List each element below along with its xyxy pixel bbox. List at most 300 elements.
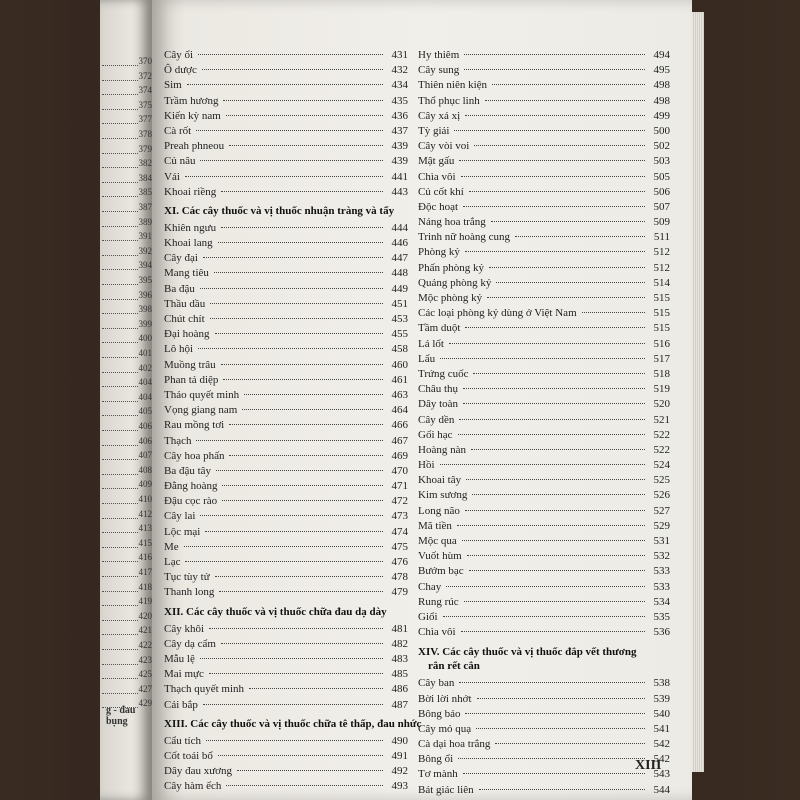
left-page-row [100,582,152,596]
toc-entry [164,251,408,266]
toc-entry-label: Náng hoa trắng [418,216,486,229]
toc-entry-label: Khoai riềng [164,185,217,198]
toc-entry-label: Cây khôi [164,622,205,635]
left-page-number: 406 [138,421,152,431]
left-page-row [100,698,152,712]
toc-entry [164,109,408,124]
toc-entry [418,458,670,473]
toc-entry-label: Thiên niên kiện [418,79,488,92]
dot-leader [582,312,645,313]
left-page-number: 375 [138,99,152,110]
toc-entry-page: 449 [391,282,408,295]
toc-entry-page: 520 [653,398,670,411]
section-heading: XI. Các cây thuốc và vị thuốc nhuận tràng và tẩy [164,204,395,217]
toc-entry-label: Cà dại hoa trắng [418,738,491,751]
toc-entry [418,488,670,503]
toc-entry-page: 491 [391,749,408,762]
toc-entry [164,449,408,464]
left-page-number: 419 [138,596,152,607]
toc-entry-label: Bông báo [418,707,461,720]
toc-entry-page: 517 [653,352,670,365]
toc-entry-page: 448 [391,267,408,280]
dot-leader [102,459,138,460]
toc-entry-label: Dây đau xương [164,765,232,778]
toc-entry [418,337,670,352]
toc-entry [164,170,408,185]
left-page-number: 374 [138,85,152,96]
toc-entry-label: Cà rốt [164,124,192,137]
toc-entry [418,564,670,579]
toc-entry-label: Lá lốt [418,337,444,350]
dot-leader [219,591,383,592]
toc-column-left [164,48,422,794]
dot-leader [102,109,138,110]
section-heading: XIII. Các cây thuốc và vị thuốc chữa tê thấp, đau nhức [164,717,422,730]
toc-entry [164,221,408,236]
toc-entry [418,261,670,276]
dot-leader [465,327,645,328]
toc-entry [418,692,670,707]
toc-entry-label: Kim sương [418,489,468,502]
left-page-number: 415 [138,537,152,548]
left-page-row [100,436,152,450]
dot-leader [185,561,383,562]
toc-entry-page: 485 [391,668,408,681]
left-page-row [100,538,152,552]
left-page-number: 423 [138,654,152,665]
toc-entry-page: 479 [391,586,408,599]
toc-entry-page: 505 [653,170,670,183]
toc-entry-label: Củ nâu [164,155,196,168]
toc-entry-page: 536 [653,626,670,639]
toc-entry-label: Bát giác liên [418,783,474,796]
toc-entry-label: Chay [418,580,442,593]
toc-entry-page: 502 [653,140,670,153]
left-page-number: 404 [138,391,152,402]
page-number: XIII [635,758,662,773]
toc-entry [164,388,408,403]
toc-entry-page: 466 [391,419,408,432]
dot-leader [459,682,645,683]
toc-entry-page: 529 [653,519,670,532]
toc-entry [164,585,408,600]
toc-entry-label: Mang tiêu [164,267,209,280]
dot-leader [463,773,645,774]
toc-entry-page: 482 [391,637,408,650]
toc-entry-label: Ô dược [164,64,197,77]
toc-entry-page: 542 [653,753,670,766]
dot-leader [467,555,645,556]
left-page-row [100,246,152,260]
dot-leader [459,160,645,161]
toc-entry-page: 526 [653,489,670,502]
toc-entry [164,297,408,312]
toc-entry [418,595,670,610]
toc-entry [418,230,670,245]
dot-leader [454,130,645,131]
left-page-row [100,217,152,231]
toc-entry [164,266,408,281]
toc-entry-label: Hy thiêm [418,49,460,61]
toc-entry-label: Vuốt hùm [418,550,462,563]
dot-leader [198,348,383,349]
toc-entry [164,555,408,570]
left-page-number: 429 [138,698,152,709]
toc-entry-page: 472 [391,495,408,508]
toc-entry [164,78,408,93]
dot-leader [458,434,645,435]
left-page-number: 378 [138,129,152,139]
dot-leader [461,176,645,177]
toc-entry [418,306,670,321]
dot-leader [461,631,645,632]
toc-entry-page: 478 [391,571,408,584]
dot-leader [102,649,138,650]
toc-entry-page: 443 [391,185,408,198]
dot-leader [237,770,383,771]
toc-entry-page: 525 [653,474,670,487]
left-page-row [100,611,152,625]
dot-leader [198,54,383,55]
toc-entry-page: 455 [391,328,408,341]
toc-entry [164,327,408,342]
toc-entry [418,534,670,549]
toc-entry-label: Thanh long [164,586,215,599]
dot-leader [196,440,383,441]
toc-entry-label: Cây vòi voi [418,140,470,153]
toc-entry [164,94,408,109]
toc-entry [164,637,408,652]
left-page-row [100,348,152,362]
left-page-row [100,684,152,698]
dot-leader [229,145,383,146]
toc-entry-page: 542 [653,738,670,751]
left-page-number: 402 [138,362,152,373]
toc-entry-page: 514 [653,276,670,289]
dot-leader [187,84,383,85]
toc-entry-page: 476 [391,556,408,568]
dot-leader [102,94,138,95]
left-page-number: 421 [138,625,152,636]
dot-leader [221,227,383,228]
left-page-number: 418 [138,581,152,592]
left-page-number: 387 [138,202,152,212]
toc-entry-page: 439 [391,140,408,153]
left-page-row [100,596,152,610]
dot-leader [102,415,138,416]
dot-leader [443,616,645,617]
toc-entry-page: 475 [391,540,408,553]
toc-entry [418,215,670,230]
toc-column-right [418,48,670,798]
toc-entry-page: 444 [391,221,408,234]
dot-leader [102,138,138,139]
toc-entry-page: 539 [653,692,670,705]
dot-leader [465,713,645,714]
left-page-number: 382 [138,158,152,169]
left-page-number: 407 [138,450,152,461]
toc-entry [418,245,670,260]
dot-leader [206,740,383,741]
toc-entry [164,185,408,200]
toc-entry-label: Thạch [164,434,192,447]
toc-entry [164,403,408,418]
toc-entry-page: 453 [391,313,408,325]
section-heading [418,640,670,676]
toc-entry-page: 515 [653,322,670,335]
dot-leader [102,386,138,387]
left-page-number: 416 [138,552,152,563]
dot-leader [221,643,383,644]
dot-leader [471,449,645,450]
toc-entry [164,540,408,555]
toc-entry-label: Cây hoa phấn [164,449,225,462]
left-page-row [100,187,152,201]
left-page-row [100,567,152,581]
toc-entry-label: Chút chít [164,313,205,325]
dot-leader [477,698,645,699]
toc-entry-label: Lô hội [164,343,194,356]
toc-entry [418,352,670,367]
toc-entry-page: 498 [653,79,670,92]
dot-leader [216,470,383,471]
left-page-row [100,640,152,654]
left-page-row [100,202,152,216]
toc-entry [418,625,670,640]
toc-entry-page: 467 [391,434,408,447]
toc-entry [164,312,408,327]
toc-entry-label: Cây dền [418,413,455,426]
toc-entry-page: 535 [653,610,670,623]
toc-entry-label: Thảo quyết minh [164,388,240,401]
toc-entry-page: 532 [653,550,670,563]
toc-entry-page: 500 [653,124,670,137]
toc-entry-page: 506 [653,185,670,198]
toc-entry-page: 435 [391,94,408,107]
toc-entry [418,737,670,752]
toc-entry-label: Trứng cuốc [418,367,469,380]
toc-entry [418,580,670,595]
toc-entry-label: Khoai lang [164,237,213,250]
toc-entry [164,779,408,794]
toc-entry-label: Bướm bạc [418,565,464,578]
left-page-number: 384 [138,172,152,183]
toc-entry [164,682,408,697]
toc-entry-page: 458 [391,343,408,356]
toc-entry-label: Phan tả diệp [164,373,219,386]
toc-entry-label: Khoai tây [418,474,462,487]
dot-leader [469,570,645,571]
toc-entry-label: Cải bắp [164,698,198,711]
left-page-row [100,552,152,566]
dot-leader [496,282,645,283]
dot-leader [102,678,138,679]
toc-entry-page: 503 [653,155,670,168]
dot-leader [459,419,645,420]
toc-entry-page: 533 [653,580,670,593]
left-page-row [100,304,152,318]
left-page-row [100,231,152,245]
toc-entry [418,139,670,154]
dot-leader [102,153,138,154]
toc-entry-label: Mã tiền [418,519,452,532]
dot-leader [102,430,138,431]
left-page-number: 400 [138,333,152,344]
toc-entry-page: 473 [391,510,408,523]
toc-entry-page: 469 [391,449,408,462]
page-stack-edge [690,12,704,772]
toc-entry-page: 518 [653,367,670,380]
left-page-number: 391 [138,231,152,242]
toc-entry-label: Lộc mại [164,525,201,538]
toc-entry-page: 439 [391,155,408,168]
section-heading-line: XIV. Các cây thuốc và vị thuốc đắp vết thương [418,646,637,659]
toc-entry-label: Mẫu lệ [164,652,195,665]
dot-leader [102,65,138,66]
dot-leader [473,373,645,374]
toc-entry [418,109,670,124]
section-heading: XII. Các cây thuốc và vị thuốc chữa đau dạ dày [164,605,387,618]
toc-entry-page: 515 [653,307,670,320]
dot-leader [200,288,383,289]
toc-entry-label: Tỳ giải [418,124,450,137]
toc-entry [418,200,670,215]
dot-leader [102,532,138,533]
dot-leader [210,318,383,319]
dot-leader [218,755,383,756]
dot-leader [446,586,645,587]
dot-leader [102,123,138,124]
toc-entry-page: 544 [653,783,670,796]
toc-entry-page: 437 [391,124,408,137]
left-page-number: 396 [138,289,152,300]
toc-entry-label: Đại hoàng [164,328,210,341]
toc-entry-page: 490 [391,734,408,747]
dot-leader [203,704,383,705]
dot-leader [463,403,645,404]
toc-entry-label: Các loại phòng kỷ dùng ở Việt Nam [418,307,577,320]
left-page-number: 394 [138,260,152,271]
left-page-number: 422 [138,640,152,650]
toc-entry-label: Cây ổi [164,49,194,61]
toc-entry-label: Hồi [418,459,435,472]
toc-entry-label: Tơ mành [418,768,458,781]
dot-leader [472,494,645,495]
left-page-number: 417 [138,567,152,577]
toc-entry-label: Khiên ngưu [164,221,217,234]
toc-entry-page: 534 [653,595,670,608]
toc-entry [418,94,670,109]
toc-page [152,0,692,800]
dot-leader [457,525,645,526]
toc-entry-label: Ba đậu tây [164,464,212,477]
left-page-row [100,290,152,304]
toc-entry-label: Cẩu tích [164,734,201,747]
dot-leader [102,620,138,621]
dot-leader [491,221,645,222]
toc-entry-page: 474 [391,525,408,538]
toc-entry-label: Gối hạc [418,428,453,441]
toc-entry-page: 531 [653,535,670,547]
toc-entry [164,236,408,251]
left-page-fragment: g - đau bụng [106,705,136,727]
toc-entry [164,63,408,78]
toc-entry [418,78,670,93]
dot-leader [229,455,383,456]
toc-entry-page: 463 [391,388,408,401]
dot-leader [469,191,645,192]
toc-entry-label: Cây đại [164,252,198,265]
toc-entry-label: Mai mực [164,668,204,681]
dot-leader [487,297,645,298]
toc-entry-label: Chìa vôi [418,626,456,639]
toc-entry-label: Cây xá xị [418,109,461,122]
toc-entry-label: Tục tùy tử [164,571,210,584]
dot-leader [209,673,383,674]
toc-entry [418,676,670,691]
toc-entry-page: 495 [653,64,670,77]
dot-leader [102,255,138,256]
toc-entry [418,473,670,488]
dot-leader [202,69,383,70]
dot-leader [223,100,383,101]
toc-entry-label: Tầm duột [418,322,461,335]
toc-entry-page: 447 [391,252,408,265]
toc-entry-page: 524 [653,459,670,472]
dot-leader [102,226,138,227]
dot-leader [210,303,383,304]
dot-leader [102,313,138,314]
toc-entry-label: Cây sung [418,64,460,77]
dot-leader [185,176,383,177]
toc-entry-label: Cây lai [164,510,196,523]
toc-entry-page: 509 [653,216,670,229]
left-page-row [100,319,152,333]
left-page-row [100,129,152,143]
toc-entry [164,418,408,433]
toc-entry-label: Long não [418,504,460,517]
toc-entry-label: Vọng giang nam [164,404,238,417]
dot-leader [102,299,138,300]
toc-entry-page: 483 [391,652,408,665]
left-page-row [100,479,152,493]
left-page-row [100,494,152,508]
dot-leader [102,328,138,329]
dot-leader [102,576,138,577]
dot-leader [476,728,645,729]
toc-entry-label: Mộc qua [418,535,457,547]
toc-entry-page: 487 [391,698,408,711]
dot-leader [249,688,383,689]
dot-leader [102,693,138,694]
left-page-number: 427 [138,683,152,694]
dot-leader [102,591,138,592]
toc-entry-label: Thổ phục linh [418,94,480,107]
toc-entry-label: Me [164,540,179,553]
toc-entry-page: 511 [653,231,670,244]
left-page-number: 410 [138,494,152,504]
left-page-number: 412 [138,508,152,519]
dot-leader [102,634,138,635]
toc-entry [418,752,670,767]
dot-leader [495,743,645,744]
toc-entry [418,276,670,291]
toc-entry-label: Trầm hương [164,94,219,107]
dot-leader [215,333,383,334]
dot-leader [102,196,138,197]
dot-leader [196,130,383,131]
toc-entry-page: 460 [391,358,408,371]
